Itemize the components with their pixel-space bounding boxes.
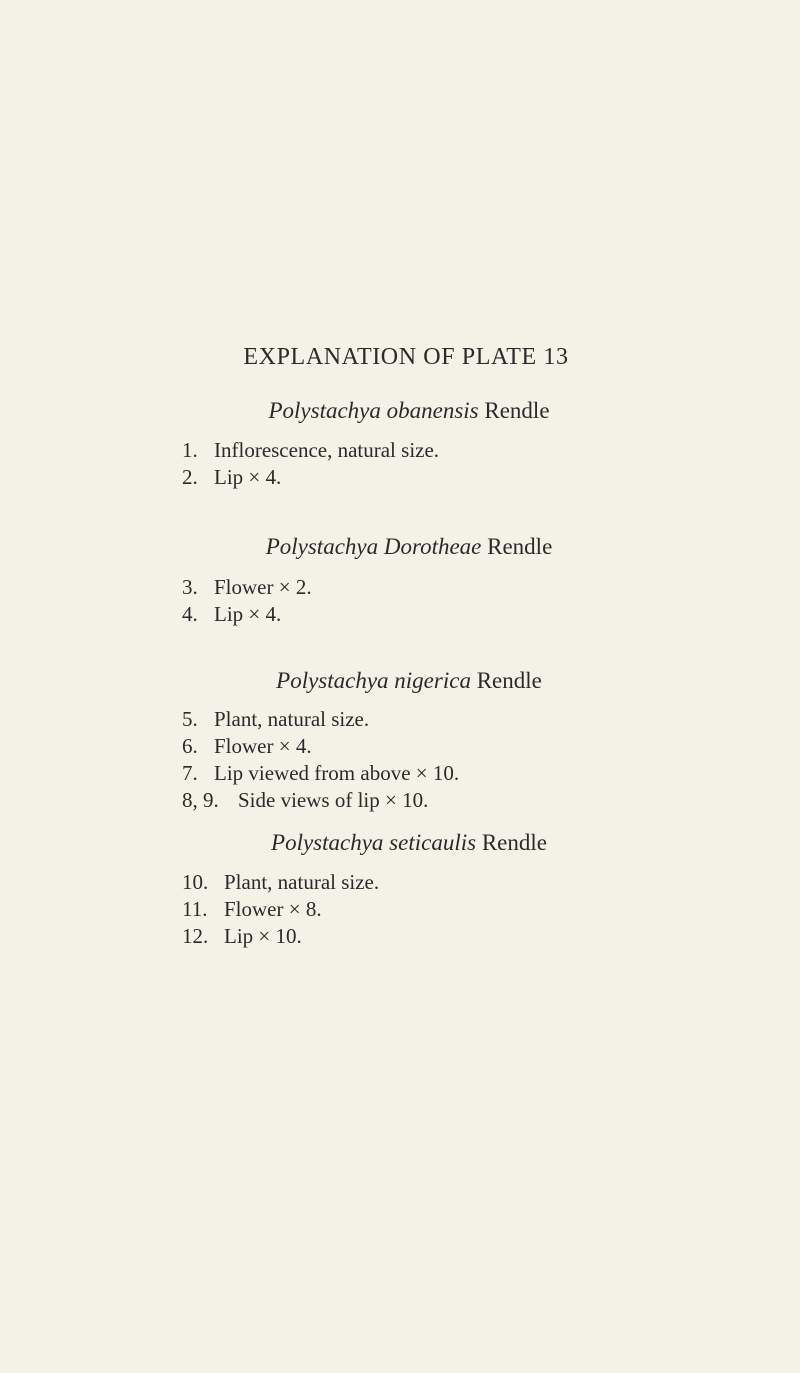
list-item: [182, 760, 459, 787]
genus-name: Polystachya: [265, 534, 379, 559]
figure-number: 8, 9.: [182, 788, 219, 812]
figure-number: 6.: [182, 734, 198, 758]
species-heading-nigerica: [0, 668, 800, 694]
figure-number: 5.: [182, 707, 198, 731]
figure-number: 3.: [182, 575, 198, 599]
figure-description: Flower × 4.: [214, 734, 312, 758]
figure-list-nigerica: [182, 706, 459, 814]
figure-description: Plant, natural size.: [224, 870, 380, 894]
plate-title: EXPLANATION OF PLATE 13: [243, 344, 569, 370]
species-epithet: seticaulis: [389, 830, 477, 855]
figure-description: Inflorescence, natural size.: [214, 438, 440, 462]
figure-description: Flower × 8.: [224, 897, 322, 921]
genus-name: Polystachya: [276, 668, 389, 693]
list-item: [182, 706, 459, 733]
species-epithet: Dorotheae: [383, 534, 482, 559]
figure-list-obanensis: [182, 437, 439, 491]
list-item: [182, 574, 312, 601]
figure-number: 11.: [182, 897, 208, 921]
list-item: [182, 787, 459, 814]
list-item: [182, 869, 379, 896]
genus-name: Polystachya: [268, 398, 381, 423]
figure-number: 1.: [182, 438, 198, 462]
figure-list-seticaulis: [182, 869, 379, 950]
figure-list-dorotheae: [182, 574, 312, 628]
figure-number: 2.: [182, 465, 198, 489]
list-item: [182, 896, 379, 923]
list-item: [182, 601, 312, 628]
species-author: Rendle: [487, 534, 553, 559]
species-epithet: obanensis: [386, 398, 479, 423]
figure-number: 12.: [182, 924, 209, 948]
species-author: Rendle: [481, 830, 547, 855]
figure-description: Lip viewed from above × 10.: [214, 761, 460, 785]
figure-number: 4.: [182, 602, 198, 626]
list-item: [182, 464, 439, 491]
figure-number: 7.: [182, 761, 198, 785]
list-item: [182, 733, 459, 760]
species-heading-seticaulis: [0, 830, 800, 856]
figure-description: Lip × 4.: [214, 602, 282, 626]
list-item: [182, 437, 439, 464]
figure-description: Side views of lip × 10.: [238, 788, 429, 812]
species-epithet: nigerica: [394, 668, 471, 693]
species-author: Rendle: [484, 398, 550, 423]
figure-description: Lip × 10.: [224, 924, 302, 948]
genus-name: Polystachya: [271, 830, 384, 855]
figure-description: Flower × 2.: [214, 575, 312, 599]
species-heading-dorotheae: [0, 534, 800, 560]
figure-number: 10.: [182, 870, 209, 894]
figure-description: Lip × 4.: [214, 465, 282, 489]
species-author: Rendle: [476, 668, 542, 693]
species-heading-obanensis: [0, 398, 800, 424]
figure-description: Plant, natural size.: [214, 707, 370, 731]
list-item: [182, 923, 379, 950]
